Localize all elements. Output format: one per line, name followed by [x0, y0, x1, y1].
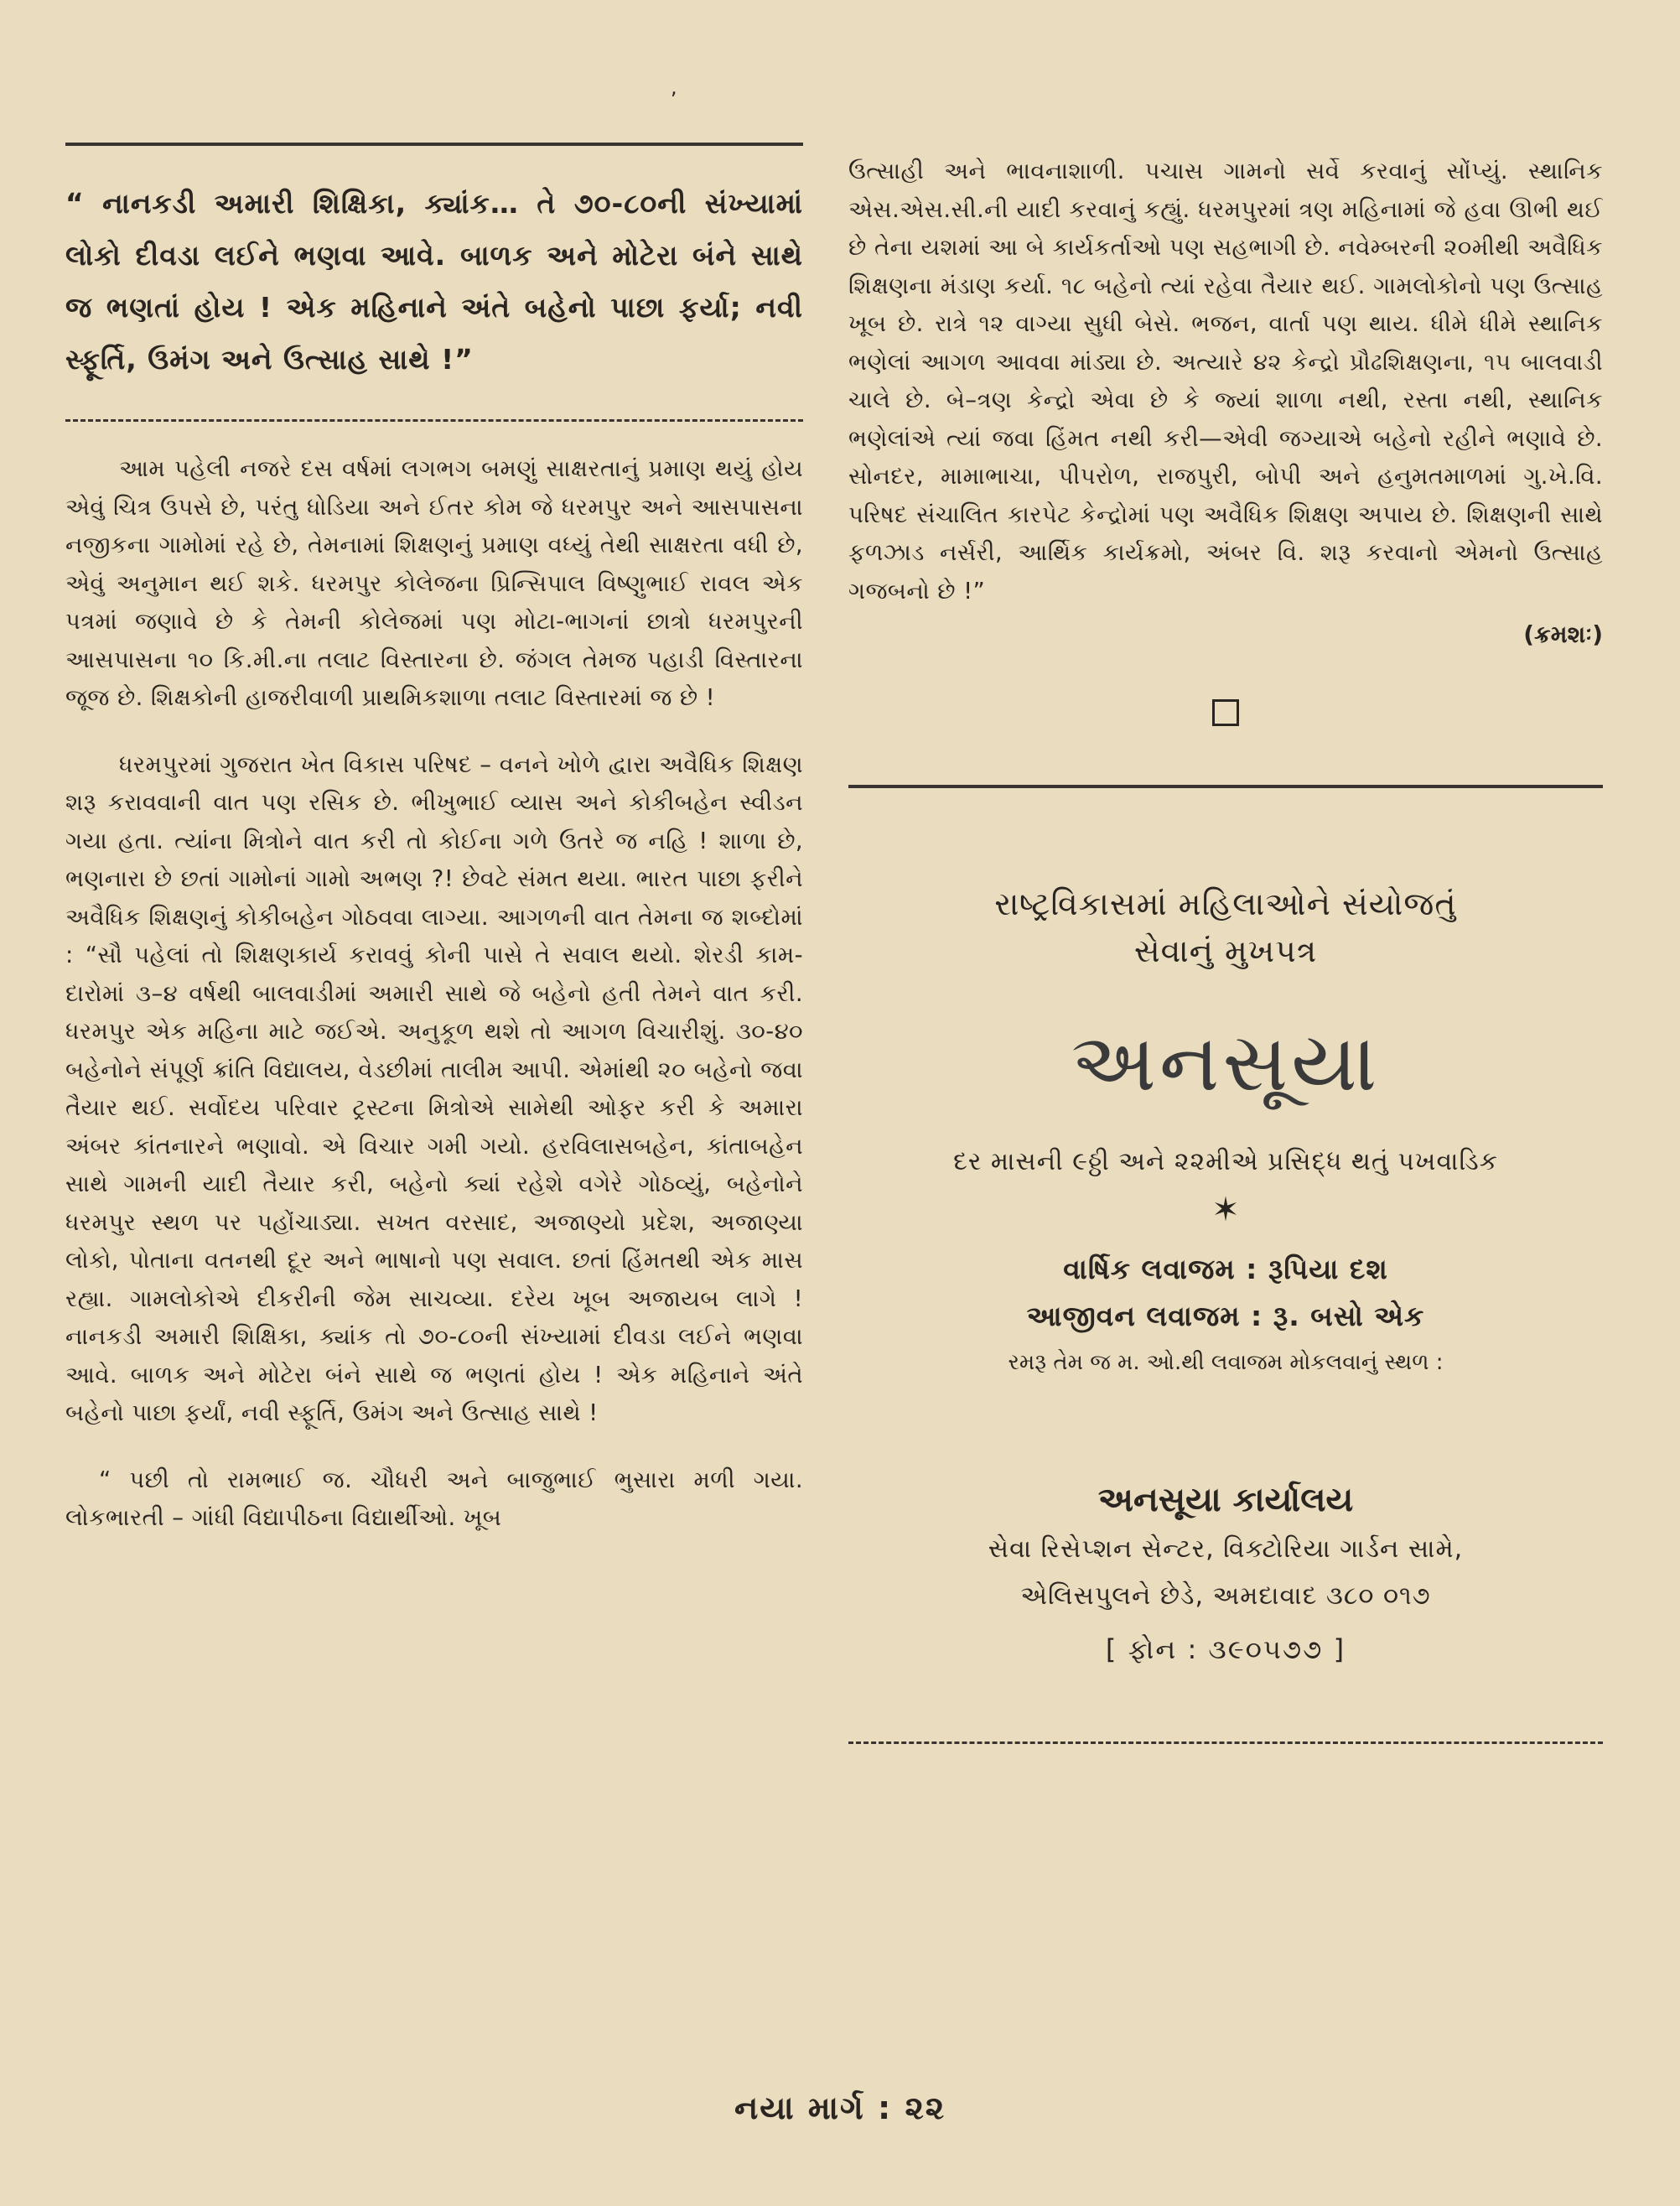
pull-quote: “ નાનકડી અમારી શિક્ષિકા, ક્યાંક… તે ૭૦-૮૦ની સંખ્યામાં લોકો દીવડા લઈને ભણવા આવે. બાળક અને મોટેરા બંને સાથે જ ભણતાં હોય ! એક મહિનાને અંતે બહેનો પાછા ફર્યા; નવી સ્ફૂર્તિ, ઉમંગ અને ઉત્સાહ સાથે !”	[65, 187, 803, 376]
ad-bottom-rule	[848, 1741, 1603, 1744]
print-mark: ,	[671, 75, 677, 99]
top-rule-left	[65, 143, 803, 146]
paragraph-1: આમ પહેલી નજરે દસ વર્ષમાં લગભગ બમણું સાક્ષરતાનું પ્રમાણ થયું હોય એવું ચિત્ર ઉપસે છે, પરંતુ ધોડિયા અને ઈતર કોમ જે ધરમપુર અને આસપાસના નજીકના ગામોમાં રહે છે, તેમનામાં શિક્ષણનું પ્રમાણ વધ્યું તેથી સાક્ષરતા વધી છે, એવું અનુમાન થઈ શકે. ધરમપુર કોલેજના પ્રિન્સિપાલ વિષ્ણુભાઈ રાવલ એક પત્રમાં જણાવે છે કે તેમની કોલેજમાં પણ મોટા-ભાગનાં છાત્રો ધરમપુરની આસપાસના ૧૦ કિ.મી.ના તલાટ વિસ્તારના છે. જંગલ તેમજ પહાડી વિસ્તારના જૂજ છે. શિક્ષકોની હાજરીવાળી પ્રાથમિકશાળા તલાટ વિસ્તારમાં જ છે !	[65, 455, 803, 711]
end-mark-square-icon	[1212, 699, 1239, 726]
right-column	[848, 143, 1603, 1744]
paragraph-3: “ પછી તો રામભાઈ જ. ચૌધરી અને બાજુભાઈ ભુસારા મળી ગયા. લોકભારતી – ગાંધી વિદ્યાપીઠના વિદ્યાર્થીઓ. ખૂબ	[65, 1466, 803, 1531]
star-icon: ✶	[1211, 1191, 1240, 1229]
ad-top-rule	[848, 785, 1603, 788]
continued-paragraph: ઉત્સાહી અને ભાવનાશાળી. પચાસ ગામનો સર્વે કરવાનું સોંપ્યું. સ્થાનિક એસ.એસ.સી.ની યાદી કરવાનું કહ્યું. ધરમપુરમાં ત્રણ મહિનામાં જે હવા ઊભી થઈ છે તેના યશમાં આ બે કાર્યકર્તાઓ પણ સહભાગી છે. નવેમ્બરની ૨૦મીથી અવૈધિક શિક્ષણના મંડાણ કર્યા. ૧૮ બહેનો ત્યાં રહેવા તૈયાર થઈ. ગામલોકોનો પણ ઉત્સાહ ખૂબ છે. રાત્રે ૧૨ વાગ્યા સુધી બેસે. ભજન, વાર્તા પણ થાય. ધીમે ધીમે સ્થાનિક ભણેલાં આગળ આવવા માંડ્યા છે. અત્યારે ૪૨ કેન્દ્રો પ્રૌઢશિક્ષણના, ૧૫ બાલવાડી ચાલે છે. બે–ત્રણ કેન્દ્રો એવા છે કે જ્યાં શાળા નથી, રસ્તા નથી, સ્થાનિક ભણેલાંએ ત્યાં જવા હિંમત નથી કરી—એવી જગ્યાએ બહેનો રહીને ભણાવે છે. સોનદર, મામાભાચા, પીપરોળ, રાજપુરી, બોપી અને હનુમતમાળમાં ગુ.ખે.વિ. પરિષદ સંચાલિત કારપેટ કેન્દ્રોમાં પણ અવૈધિક શિક્ષણ અપાય છે. શિક્ષણની સાથે ફળઝાડ નર્સરી, આર્થિક કાર્યક્રમો, અંબર વિ. શરૂ કરવાનો એમનો ઉત્સાહ ગજબનો છે !”	[848, 158, 1603, 605]
quote-bottom-rule	[65, 419, 803, 422]
payment-note: રમરૂ તેમ જ મ. ઓ.થી લવાજમ મોકલવાનું સ્થળ :	[1008, 1350, 1444, 1375]
address-line-1: સેવા રિસેપ્શન સેન્ટર, વિક્ટોરિયા ગાર્ડન સામે,	[988, 1534, 1464, 1564]
lifetime-fee: આજીવન લવાજમ : રૂ. બસો એક	[1026, 1300, 1425, 1332]
ad-title: અનસૂયા	[1071, 1015, 1381, 1109]
annual-fee: વાર્ષિક લવાજમ : રૂપિયા દશ	[1063, 1253, 1388, 1285]
ad-subtitle: દર માસની ૯ઠ્ઠી અને ૨૨મીએ પ્રસિદ્ધ થતું પખવાડિક	[953, 1147, 1498, 1176]
left-column	[65, 143, 803, 1538]
anasuya-advertisement	[848, 880, 1603, 1666]
office-name: અનસૂયા કાર્યાલય	[1097, 1481, 1354, 1519]
page-footer: નયા માર્ગ : ૨૨	[734, 2089, 946, 2126]
phone-number: [ ફોન : ૩૯૦૫૭૭ ]	[1105, 1633, 1346, 1665]
address-line-2: એલિસપુલને છેડે, અમદાવાદ ૩૮૦ ૦૧૭	[1020, 1581, 1431, 1611]
ad-tagline-2: સેવાનું મુખપત્ર	[1133, 932, 1318, 969]
paragraph-2: ધરમપુરમાં ગુજરાત ખેત વિકાસ પરિષદ – વનને ખોળે દ્વારા અવૈધિક શિક્ષણ શરૂ કરાવવાની વાત પણ રસિક છે. ભીખુભાઈ વ્યાસ અને કોકીબહેન સ્વીડન ગયા હતા. ત્યાંના મિત્રોને વાત કરી તો કોઈના ગળે ઉતરે જ નહિ ! શાળા છે, ભણનારા છે છતાં ગામોનાં ગામો અભણ ?! છેવટે સંમત થયા. ભારત પાછા ફરીને અવૈધિક શિક્ષણનું કોકીબહેન ગોઠવવા લાગ્યા. આગળની વાત તેમના જ શબ્દોમાં : “સૌ પહેલાં તો શિક્ષણકાર્ય કરાવવું કોની પાસે તે સવાલ થયો. શેરડી કામ-દારોમાં ૩–૪ વર્ષથી બાલવાડીમાં અમારી સાથે જે બહેનો હતી તેમને વાત કરી. ધરમપુર એક મહિના માટે જઈએ. અનુકૂળ થશે તો આગળ વિચારીશું. ૩૦-૪૦ બહેનોને સંપૂર્ણ ક્રાંતિ વિદ્યાલય, વેડછીમાં તાલીમ આપી. એમાંથી ૨૦ બહેનો જવા તૈયાર થઈ. સર્વોદય પરિવાર ટ્રસ્ટના મિત્રોએ સામેથી ઓફર કરી કે અમારા અંબર કાંતનારને ભણાવો. એ વિચાર ગમી ગયો. હરવિલાસબહેન, કાંતાબહેન સાથે ગામની યાદી તૈયાર કરી, બહેનો ક્યાં રહેશે વગેરે ગોઠવ્યું, બહેનોને ધરમપુર સ્થળ પર પહોંચાડ્યા. સખત વરસાદ, અજાણ્યો પ્રદેશ, અજાણ્યા લોકો, પોતાના વતનથી દૂર અને ભાષાનો પણ સવાલ. છતાં હિંમતથી એક માસ રહ્યા. ગામલોકોએ દીકરીની જેમ સાચવ્યા. દરેય ખૂબ અજાયબ લાગે ! નાનકડી અમારી શિક્ષિકા, ક્યાંક તો ૭૦-૮૦ની સંખ્યામાં દીવડા લઈને ભણવા આવે. બાળક અને મોટેરા બંને સાથે જ ભણતાં હોય ! એક મહિનાને અંતે બહેનો પાછા ફર્યાં, નવી સ્ફૂર્તિ, ઉમંગ અને ઉત્સાહ સાથે !	[65, 750, 803, 1426]
to-be-continued: (ક્રમશઃ)	[1523, 620, 1603, 648]
ad-tagline-1: રાષ્ટ્રવિકાસમાં મહિલાઓને સંયોજતું	[994, 885, 1457, 922]
